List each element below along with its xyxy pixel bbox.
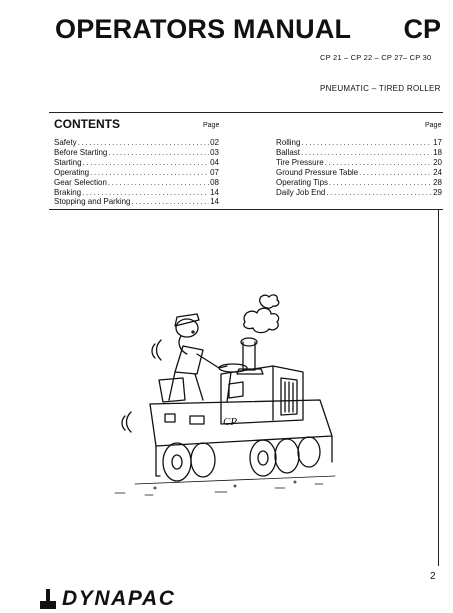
dynapac-logo xyxy=(40,587,175,611)
toc-entry-title: Tire Pressure xyxy=(276,157,324,167)
toc-entry[interactable] xyxy=(276,188,442,198)
ground-gravel xyxy=(115,476,335,495)
toc-entry[interactable] xyxy=(276,158,442,168)
toc-entry-title: Ground Pressure Table xyxy=(276,167,359,177)
toc-left-column xyxy=(54,138,219,207)
speed-lines xyxy=(122,340,161,432)
contents-top-rule xyxy=(49,112,443,113)
toc-entry-title: Rolling xyxy=(276,138,301,147)
toc-entry-title: Stopping and Parking xyxy=(54,197,131,207)
toc-entry-page: 02 xyxy=(210,138,219,147)
toc-entry-title: Daily Job End xyxy=(276,187,326,197)
toc-entry-title: Before Starting xyxy=(54,147,108,157)
toc-entry-page: 20 xyxy=(433,157,442,167)
toc-entry-page: 28 xyxy=(433,177,442,187)
toc-entry-page: 18 xyxy=(433,147,442,157)
model-code: CP xyxy=(403,14,441,44)
dynapac-emblem-icon xyxy=(40,589,56,609)
machine-badge: CP xyxy=(223,416,238,428)
toc-entry[interactable] xyxy=(54,158,219,168)
toc-leader xyxy=(329,178,432,188)
toc-entry[interactable] xyxy=(54,168,219,178)
toc-leader xyxy=(325,158,432,168)
page-column-label-left: Page xyxy=(203,122,220,129)
toc-leader xyxy=(108,178,209,188)
toc-entry-page: 03 xyxy=(210,147,219,157)
toc-entry[interactable] xyxy=(54,188,219,198)
toc-entry-page: 29 xyxy=(433,187,442,197)
toc-entry[interactable] xyxy=(54,138,219,148)
toc-entry[interactable] xyxy=(276,148,442,158)
contents-heading: CONTENTS xyxy=(54,117,120,131)
toc-leader xyxy=(90,168,209,178)
brand-wordmark: DYNAPAC xyxy=(62,587,176,610)
toc-entry[interactable] xyxy=(276,138,442,148)
exhaust-smoke xyxy=(244,295,279,333)
toc-leader xyxy=(301,148,432,158)
toc-entry-title: Starting xyxy=(54,157,82,167)
operator xyxy=(159,314,247,402)
toc-leader xyxy=(132,197,210,207)
roller-illustration xyxy=(95,288,345,508)
toc-entry[interactable] xyxy=(276,178,442,188)
model-list: CP 21 – CP 22 – CP 27– CP 30 xyxy=(320,53,432,62)
toc-entry[interactable] xyxy=(54,197,219,207)
toc-entry-page: 08 xyxy=(210,177,219,187)
toc-entry[interactable] xyxy=(276,168,442,178)
toc-entry-title: Operating xyxy=(54,167,90,177)
page-number: 2 xyxy=(430,571,436,582)
toc-entry-page: 14 xyxy=(210,197,219,207)
toc-leader xyxy=(83,158,210,168)
toc-leader xyxy=(359,168,432,178)
toc-leader xyxy=(326,188,432,198)
toc-entry-page: 04 xyxy=(210,157,219,167)
toc-leader xyxy=(78,138,209,148)
toc-entry-page: 07 xyxy=(210,167,219,177)
toc-entry[interactable] xyxy=(54,148,219,158)
toc-entry-page: 14 xyxy=(210,187,219,197)
toc-leader xyxy=(82,188,209,198)
toc-leader xyxy=(108,148,209,158)
manual-title: OPERATORS MANUAL xyxy=(55,14,352,44)
toc-leader xyxy=(301,138,432,148)
toc-entry-title: Gear Selection xyxy=(54,177,107,187)
tires xyxy=(163,437,320,481)
toc-entry-title: Operating Tips xyxy=(276,177,329,187)
toc-entry-title: Braking xyxy=(54,187,82,197)
toc-entry-title: Ballast xyxy=(276,147,301,157)
toc-entry-page: 24 xyxy=(433,167,442,177)
toc-right-column xyxy=(276,138,442,197)
toc-entry-title: Safety xyxy=(54,138,77,147)
page-column-label-right: Page xyxy=(425,122,442,129)
machine-subtitle: PNEUMATIC – TIRED ROLLER xyxy=(320,84,441,93)
toc-entry[interactable] xyxy=(54,178,219,188)
toc-entry-page: 17 xyxy=(433,138,442,147)
